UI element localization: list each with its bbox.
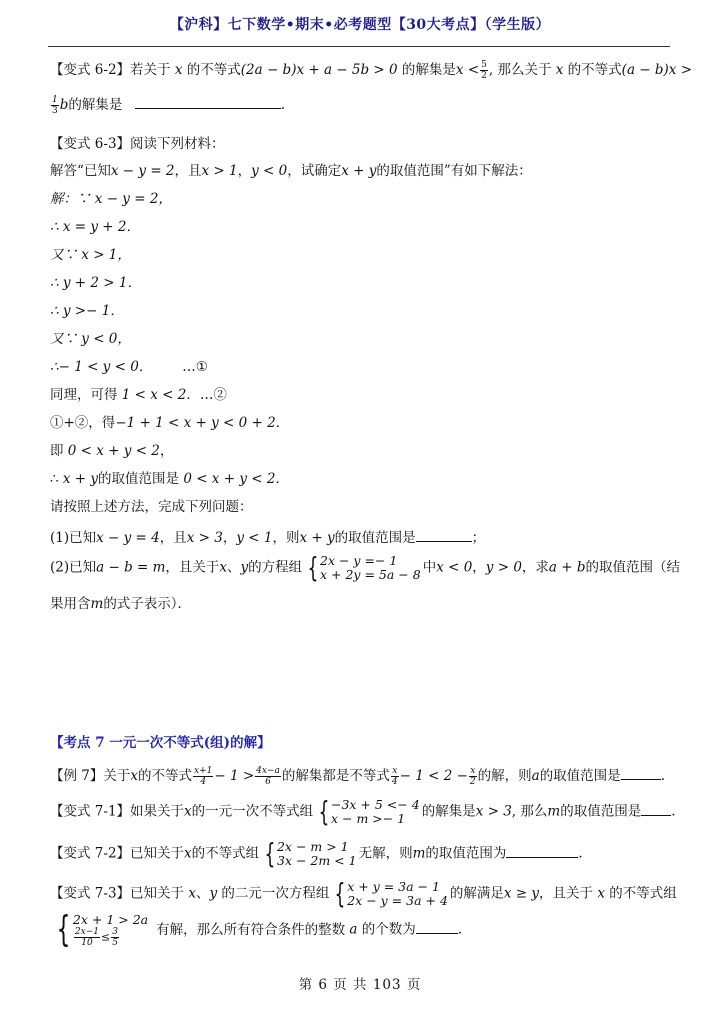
solution-step: 又∵ y < 0， bbox=[50, 331, 131, 347]
page-header: 【沪科】七下数学•期末•必考题型【30大考点】（学生版） bbox=[169, 17, 551, 33]
fraction: $\frac{x}{4}$ bbox=[391, 766, 398, 787]
solution-step: 同理，可得 1 < x < 2．…② bbox=[50, 387, 227, 403]
solution-step: ∴ x + y的取值范围是 0 < x + y < 2． bbox=[50, 471, 289, 487]
variant-6-2-line2: $\frac{1}{3}$ b的解集是 . bbox=[52, 95, 285, 116]
equation-system: { x + y = 3a − 1 2x − y = 3a + 4 bbox=[334, 877, 448, 910]
text: 的解集是 bbox=[68, 97, 123, 113]
text: , 那么关于 bbox=[488, 62, 556, 78]
solution-step: ∴ y >− 1． bbox=[50, 303, 124, 319]
question-2-cont: 果用含m的式子表示）． bbox=[50, 596, 192, 612]
solution-step: 解：∵ x − y = 2， bbox=[50, 191, 172, 207]
instruction: 请按照上述方法，完成下列问题： bbox=[50, 499, 253, 515]
example-7: 【例 7】关于x的不等式 $\frac{x+1}{4}$ − 1 > $\frac{4x-a}{6}$ 的解集都是不等式 $\frac{x}{4}$ − 1 < 2 − $\frac{x}{2}$ 的解，则a的取值范围是 . bbox=[50, 766, 665, 787]
variant-7-3-cont: { 2x + 1 > 2a $\frac{2x-1}{10}$ ≤ $\frac{3}{5}$ 有解，那么所有符合条件的整数 a 的个数为 . bbox=[50, 912, 462, 948]
header-rule bbox=[48, 46, 670, 47]
answer-blank[interactable] bbox=[641, 801, 671, 816]
solution-step: 又∵ x > 1， bbox=[50, 247, 131, 263]
inequality-system: { 2x − m > 1 3x − 2m < 1 bbox=[264, 837, 357, 870]
variant-6-3-intro: 解答“已知x − y = 2，且x > 1，y < 0，试确定x + y的取值范围”有如下解法： bbox=[50, 163, 532, 179]
inequality-system: { −3x + 5 <− 4 x − m >− 1 bbox=[318, 795, 420, 828]
fraction: $\frac{1}{3}$ bbox=[52, 95, 58, 116]
answer-blank[interactable] bbox=[135, 94, 281, 109]
variant-7-2: 【变式 7-2】已知关于x的不等式组 { 2x − m > 1 3x − 2m < 1 无解，则m的取值范围为 . bbox=[50, 837, 583, 870]
answer-blank[interactable] bbox=[621, 765, 661, 780]
fraction: $\frac{x+1}{4}$ bbox=[194, 766, 213, 787]
page-footer: 第 6 页 共 103 页 bbox=[298, 977, 422, 993]
text: 的不等式 bbox=[182, 62, 241, 78]
question-1: (1)已知x − y = 4，且x > 3，y < 1，则x + y的取值范围是 ； bbox=[50, 527, 485, 548]
section-title-7: 【考点 7 一元一次不等式(组)的解】 bbox=[50, 735, 271, 751]
answer-blank[interactable] bbox=[416, 527, 472, 542]
solution-step: ①+②，得−1 + 1 < x + y < 0 + 2． bbox=[50, 415, 290, 431]
solution-step: ∴ x = y + 2． bbox=[50, 219, 140, 235]
inequality-system: { 2x + 1 > 2a $\frac{2x-1}{10}$ ≤ $\frac{3}{5}$ bbox=[56, 909, 149, 950]
text: 的解集是 bbox=[397, 62, 456, 78]
math: x bbox=[174, 62, 183, 78]
math: x < bbox=[455, 62, 480, 78]
math: b bbox=[59, 97, 69, 113]
variant-6-3-title: 【变式 6-3】阅读下列材料： bbox=[50, 136, 225, 152]
fraction: $\frac{5}{2}$ bbox=[481, 60, 487, 81]
text: 【变式 6-2】若关于 bbox=[50, 62, 175, 78]
math: x bbox=[555, 62, 564, 78]
text: 的不等式 bbox=[563, 62, 622, 78]
question-2: (2)已知a − b = m，且关于x、y的方程组 { 2x − y =− 1 x + 2y = 5a − 8 中x < 0，y > 0，求a + b的取值范围（结 bbox=[50, 551, 681, 584]
math: (2a − b)x + a − 5b > 0 bbox=[240, 62, 398, 78]
answer-blank[interactable] bbox=[416, 919, 458, 934]
solution-step: ∴− 1 < y < 0． …① bbox=[50, 359, 208, 375]
solution-step: ∴ y + 2 > 1． bbox=[50, 275, 141, 291]
solution-step: 即 0 < x + y < 2， bbox=[50, 443, 174, 459]
math: (a − b)x > bbox=[621, 62, 693, 78]
answer-blank[interactable] bbox=[506, 843, 578, 858]
variant-7-3: 【变式 7-3】已知关于 x、y 的二元一次方程组 { x + y = 3a − 1 2x − y = 3a + 4 的解满足x ≥ y，且关于 x 的不等式组 bbox=[50, 877, 677, 910]
fraction: $\frac{x}{2}$ bbox=[469, 766, 476, 787]
fraction: $\frac{4x-a}{6}$ bbox=[256, 766, 280, 787]
equation-system: { 2x − y =− 1 x + 2y = 5a − 8 bbox=[307, 551, 421, 584]
variant-6-2-line1 bbox=[50, 60, 692, 81]
variant-7-1: 【变式 7-1】如果关于x的一元一次不等式组 { −3x + 5 <− 4 x − m >− 1 的解集是x > 3, 那么m的取值范围是 . bbox=[50, 795, 676, 828]
